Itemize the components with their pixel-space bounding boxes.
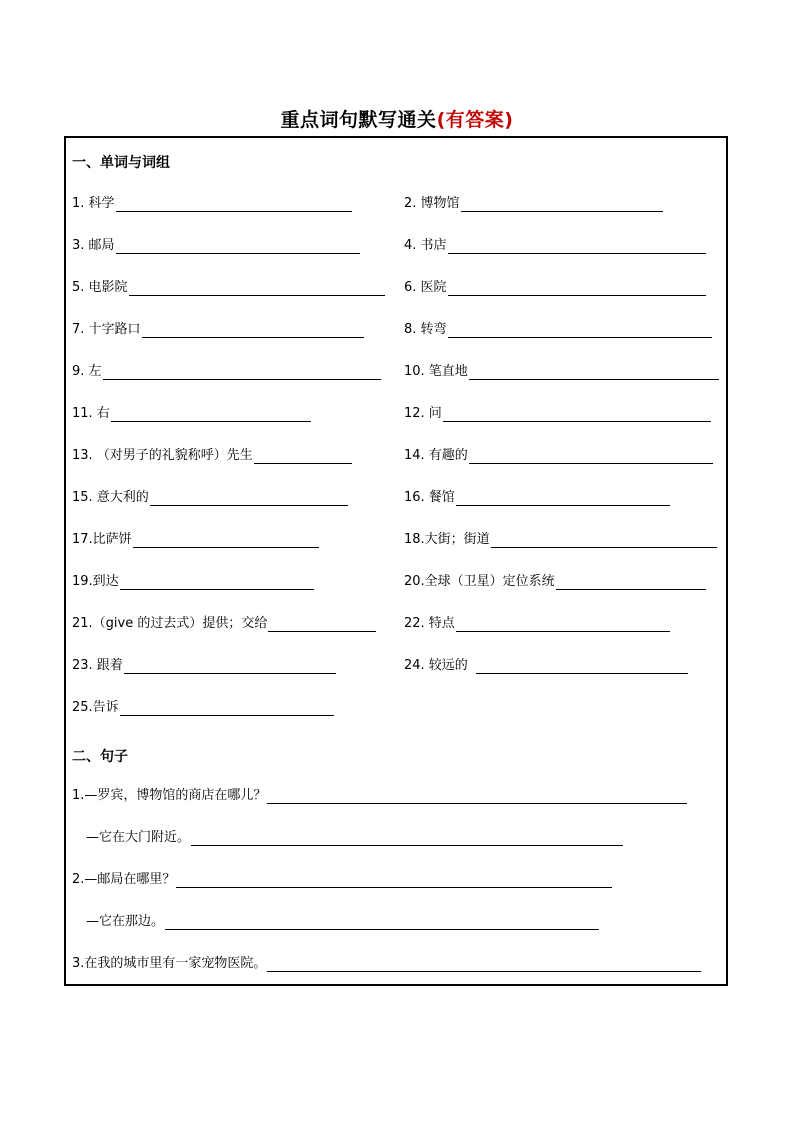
- sentence-item-4: —它在那边。: [86, 914, 599, 930]
- answer-blank[interactable]: [491, 535, 717, 548]
- word-item-13: 13. （对男子的礼貌称呼）先生: [72, 448, 352, 464]
- sentence-item-2: —它在大门附近。: [86, 830, 623, 846]
- word-item-19: 19.到达: [72, 574, 314, 590]
- title-answer-tag: (有答案): [436, 109, 514, 131]
- word-item-5: 5. 电影院: [72, 280, 385, 296]
- answer-blank[interactable]: [469, 451, 713, 464]
- answer-blank[interactable]: [116, 241, 360, 254]
- answer-blank[interactable]: [456, 619, 670, 632]
- answer-blank[interactable]: [142, 325, 364, 338]
- answer-blank[interactable]: [556, 577, 706, 590]
- title-main: 重点词句默写通关: [280, 109, 437, 131]
- answer-blank[interactable]: [461, 199, 663, 212]
- word-item-1: 1. 科学: [72, 196, 352, 212]
- answer-blank[interactable]: [103, 367, 381, 380]
- answer-blank[interactable]: [267, 959, 701, 972]
- word-item-9: 9. 左: [72, 364, 381, 380]
- word-item-4: 4. 书店: [404, 238, 706, 254]
- word-item-11: 11. 右: [72, 406, 311, 422]
- word-item-15: 15. 意大利的: [72, 490, 348, 506]
- answer-blank[interactable]: [129, 283, 385, 296]
- answer-blank[interactable]: [176, 875, 612, 888]
- sentence-item-1: 1.—罗宾，博物馆的商店在哪儿？: [72, 788, 687, 804]
- answer-blank[interactable]: [448, 325, 712, 338]
- answer-blank[interactable]: [456, 493, 670, 506]
- answer-blank[interactable]: [116, 199, 352, 212]
- word-item-14: 14. 有趣的: [404, 448, 713, 464]
- answer-blank[interactable]: [165, 917, 599, 930]
- answer-blank[interactable]: [124, 661, 336, 674]
- answer-blank[interactable]: [120, 703, 334, 716]
- word-item-2: 2. 博物馆: [404, 196, 663, 212]
- answer-blank[interactable]: [443, 409, 711, 422]
- word-item-6: 6. 医院: [404, 280, 706, 296]
- answer-blank[interactable]: [111, 409, 311, 422]
- answer-blank[interactable]: [476, 661, 688, 674]
- answer-blank[interactable]: [448, 283, 706, 296]
- word-item-8: 8. 转弯: [404, 322, 712, 338]
- answer-blank[interactable]: [267, 791, 687, 804]
- answer-blank[interactable]: [133, 535, 319, 548]
- word-item-25: 25.告诉: [72, 700, 334, 716]
- word-item-10: 10. 笔直地: [404, 364, 719, 380]
- answer-blank[interactable]: [254, 451, 352, 464]
- word-item-16: 16. 餐馆: [404, 490, 670, 506]
- word-item-3: 3. 邮局: [72, 238, 360, 254]
- word-item-17: 17.比萨饼: [72, 532, 319, 548]
- answer-blank[interactable]: [469, 367, 719, 380]
- word-item-21: 21.（give 的过去式）提供；交给: [72, 616, 376, 632]
- word-item-20: 20.全球（卫星）定位系统: [404, 574, 706, 590]
- sentence-item-5: 3.在我的城市里有一家宠物医院。: [72, 956, 701, 972]
- answer-blank[interactable]: [120, 577, 314, 590]
- word-item-24: 24. 较远的: [404, 658, 688, 674]
- section-sentences-heading: 二、句子: [72, 749, 128, 765]
- answer-blank[interactable]: [268, 619, 376, 632]
- word-item-23: 23. 跟着: [72, 658, 336, 674]
- answer-blank[interactable]: [191, 833, 623, 846]
- page-title: [0, 105, 794, 132]
- section-words-heading: 一、单词与词组: [72, 155, 170, 171]
- sentence-item-3: 2.—邮局在哪里？: [72, 872, 612, 888]
- word-item-12: 12. 问: [404, 406, 711, 422]
- word-item-7: 7. 十字路口: [72, 322, 364, 338]
- answer-blank[interactable]: [448, 241, 706, 254]
- word-item-22: 22. 特点: [404, 616, 670, 632]
- worksheet-frame: [64, 136, 728, 986]
- answer-blank[interactable]: [150, 493, 348, 506]
- word-item-18: 18.大街；街道: [404, 532, 717, 548]
